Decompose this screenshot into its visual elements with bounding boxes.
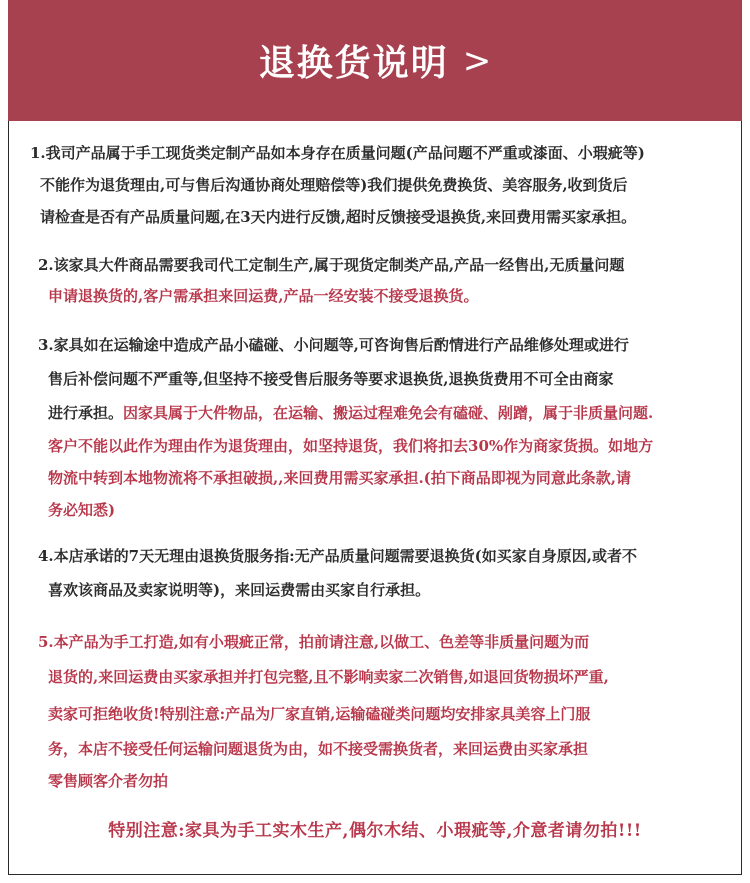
section-3-line-3-part-a: 进行承担。 (48, 404, 124, 422)
section-1-line-3: 请检查是否有产品质量问题,在3天内进行反馈,超时反馈接受退换货,来回费用需买家承担。 (40, 208, 637, 226)
section-4-line-1: 4.本店承诺的7天无理由退换货服务指:无产品质量问题需要退换货(如买家自身原因,或者不 (38, 547, 637, 565)
section-3-line-6: 务必知悉) (48, 501, 116, 519)
section-3-line-3-part-b: 因家具属于大件物品，在运输、搬运过程难免会有磕碰、剐蹭，属于非质量问题. (123, 404, 654, 422)
section-3-line-2: 售后补偿问题不严重等,但坚持不接受售后服务等要求退换货,退换货费用不可全由商家 (48, 370, 614, 388)
section-5-line-5: 零售顾客介者勿拍 (48, 772, 169, 790)
section-5-line-3: 卖家可拒绝收货!特别注意:产品为厂家直销,运输磕碰类问题均安排家具美容上门服 (48, 705, 591, 723)
section-2-line-2: 申请退换货的,客户需承担来回运费,产品一经安装不接受退换货。 (48, 287, 479, 305)
page-title: 退换货说明 (258, 43, 449, 84)
section-3-line-1: 3.家具如在运输途中造成产品小磕碰、小问题等,可咨询售后酌情进行产品维修处理或进行 (38, 336, 629, 354)
section-5-line-2: 退货的,来回运费由买家承担并打包完整,且不影响卖家二次销售,如退回货物损坏严重, (48, 668, 609, 686)
section-1-line-2: 不能作为退货理由,可与售后沟通协商处理赔偿等)我们提供免费换货、美容服务,收到货后 (40, 176, 628, 194)
header-banner (8, 0, 742, 121)
section-5-line-4: 务，本店不接受任何运输问题退货为由，如不接受需换货者，来回运费由买家承担 (48, 740, 589, 758)
section-2-line-1: 2.该家具大件商品需要我司代工定制生产,属于现货定制类产品,产品一经售出,无质量问题 (38, 256, 625, 274)
chevron-right-icon: > (462, 40, 492, 81)
section-3-line-4: 客户不能以此作为理由作为退货理由，如坚持退货，我们将扣去30%作为商家货损。如地方 (48, 437, 654, 455)
section-4-line-2: 喜欢该商品及卖家说明等)，来回运费需由买家自行承担。 (48, 581, 431, 599)
section-3-line-3 (48, 403, 653, 423)
section-1-line-1: 1.我司产品属于手工现货类定制产品如本身存在质量问题(产品问题不严重或漆面、小瑕疵等) (30, 144, 645, 162)
section-5-line-1: 5.本产品为手工打造,如有小瑕疵正常，拍前请注意,以做工、色差等非质量问题为而 (38, 633, 590, 651)
section-3-line-5: 物流中转到本地物流将不承担破损,,来回费用需买家承担.(拍下商品即视为同意此条款,请 (48, 469, 631, 487)
content-frame (8, 121, 742, 875)
special-note: 特别注意:家具为手工实木生产,偶尔木结、小瑕疵等,介意者请勿拍!!! (108, 821, 642, 841)
